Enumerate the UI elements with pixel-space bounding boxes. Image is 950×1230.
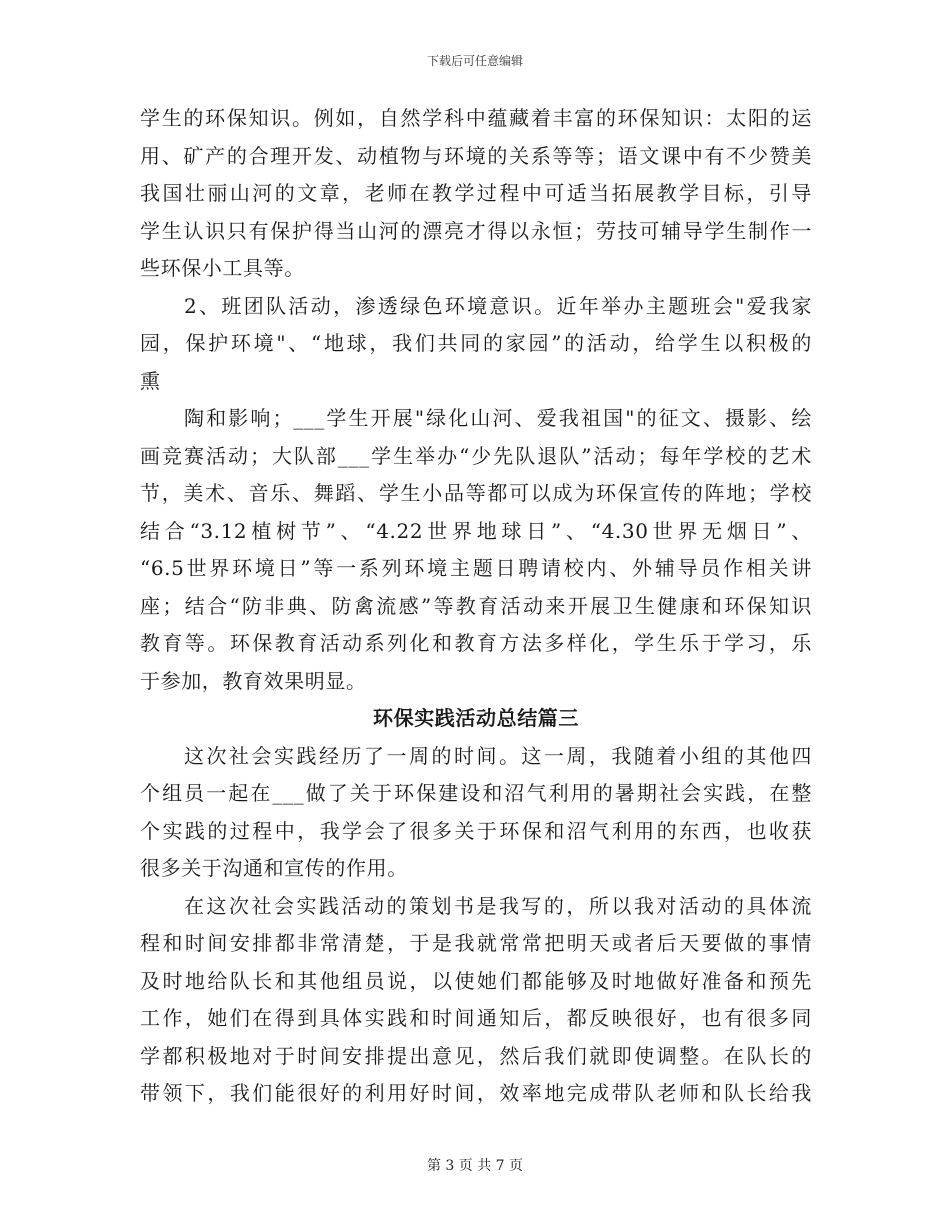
paragraph-practice-week <box>140 738 812 888</box>
text-line: 个组员一起在___做了关于环保建设和沼气利用的暑期社会实践，在整 <box>140 781 812 805</box>
text-line: 在这次社会实践活动的策划书是我写的，所以我对活动的具体流 <box>184 893 812 918</box>
text-line: 学生认识只有保护得当山河的漂亮才得以永恒；劳技可辅导学生制作一 <box>140 218 812 243</box>
text-line: 于参加，教育效果明显。 <box>140 668 367 693</box>
text-line: 陶和影响；___学生开展"绿化山河、爱我祖国"的征文、摄影、绘 <box>184 406 812 430</box>
text-line: 学都积极地对于时间安排提出意见，然后我们就即使调整。在队长的 <box>140 1043 812 1068</box>
text-line: 些环保小工具等。 <box>140 256 305 280</box>
text-line: 熏 <box>140 368 161 393</box>
paragraph-planning <box>140 888 812 1113</box>
text-line: 座；结合“防非典、防禽流感”等教育活动来开展卫生健康和环保知识 <box>140 593 812 618</box>
text-line: 结合“3.12植树节”、“4.22世界地球日”、“4.30世界无烟日”、 <box>140 518 812 543</box>
text-line: 2、班团队活动，渗透绿色环境意识。近年举办主题班会"爱我家 <box>184 293 812 318</box>
text-line: 及时地给队长和其他组员说，以使她们都能够及时地做好准备和预先 <box>140 968 812 993</box>
text-line: 带领下，我们能很好的利用好时间，效率地完成带队老师和队长给我 <box>140 1081 812 1105</box>
text-line: 园，保护环境"、“地球，我们共同的家园”的活动，给学生以积极的 <box>140 331 812 355</box>
section-title: 环保实践活动总结篇三 <box>373 706 579 730</box>
text-line: 用、矿产的合理开发、动植物与环境的关系等等；语文课中有不少赞美 <box>140 143 812 168</box>
text-line: 程和时间安排都非常清楚，于是我就常常把明天或者后天要做的事情 <box>140 931 812 955</box>
text-line: 教育等。环保教育活动系列化和教育方法多样化，学生乐于学习，乐 <box>140 631 812 655</box>
text-line: 学生的环保知识。例如，自然学科中蕴藏着丰富的环保知识：太阳的运 <box>140 106 812 130</box>
text-line: 这次社会实践经历了一周的时间。这一周，我随着小组的其他四 <box>184 743 812 768</box>
paragraph-class-activities <box>140 288 812 401</box>
paragraph-influence <box>140 400 812 700</box>
paragraph-environmental-knowledge <box>140 100 812 288</box>
text-line: 画竞赛活动；大队部___学生举办“少先队退队”活动；每年学校的艺术 <box>140 443 812 468</box>
text-line: 很多关于沟通和宣传的作用。 <box>140 856 408 880</box>
text-line: 节，美术、音乐、舞蹈、学生小品等都可以成为环保宣传的阵地；学校 <box>140 481 812 505</box>
page-header-note: 下载后可任意编辑 <box>426 54 523 68</box>
document-body <box>140 100 812 1113</box>
text-line: 我国壮丽山河的文章，老师在教学过程中可适当拓展教学目标，引导 <box>140 181 812 205</box>
text-line: “6.5世界环境日”等一系列环境主题日聘请校内、外辅导员作相关讲 <box>140 556 812 580</box>
page-number: 第 3 页 共 7 页 <box>426 1158 524 1174</box>
text-line: 个实践的过程中，我学会了很多关于环保和沼气利用的东西，也收获 <box>140 818 812 843</box>
text-line: 工作，她们在得到具体实践和时间通知后，都反映很好，也有很多同 <box>140 1006 812 1030</box>
